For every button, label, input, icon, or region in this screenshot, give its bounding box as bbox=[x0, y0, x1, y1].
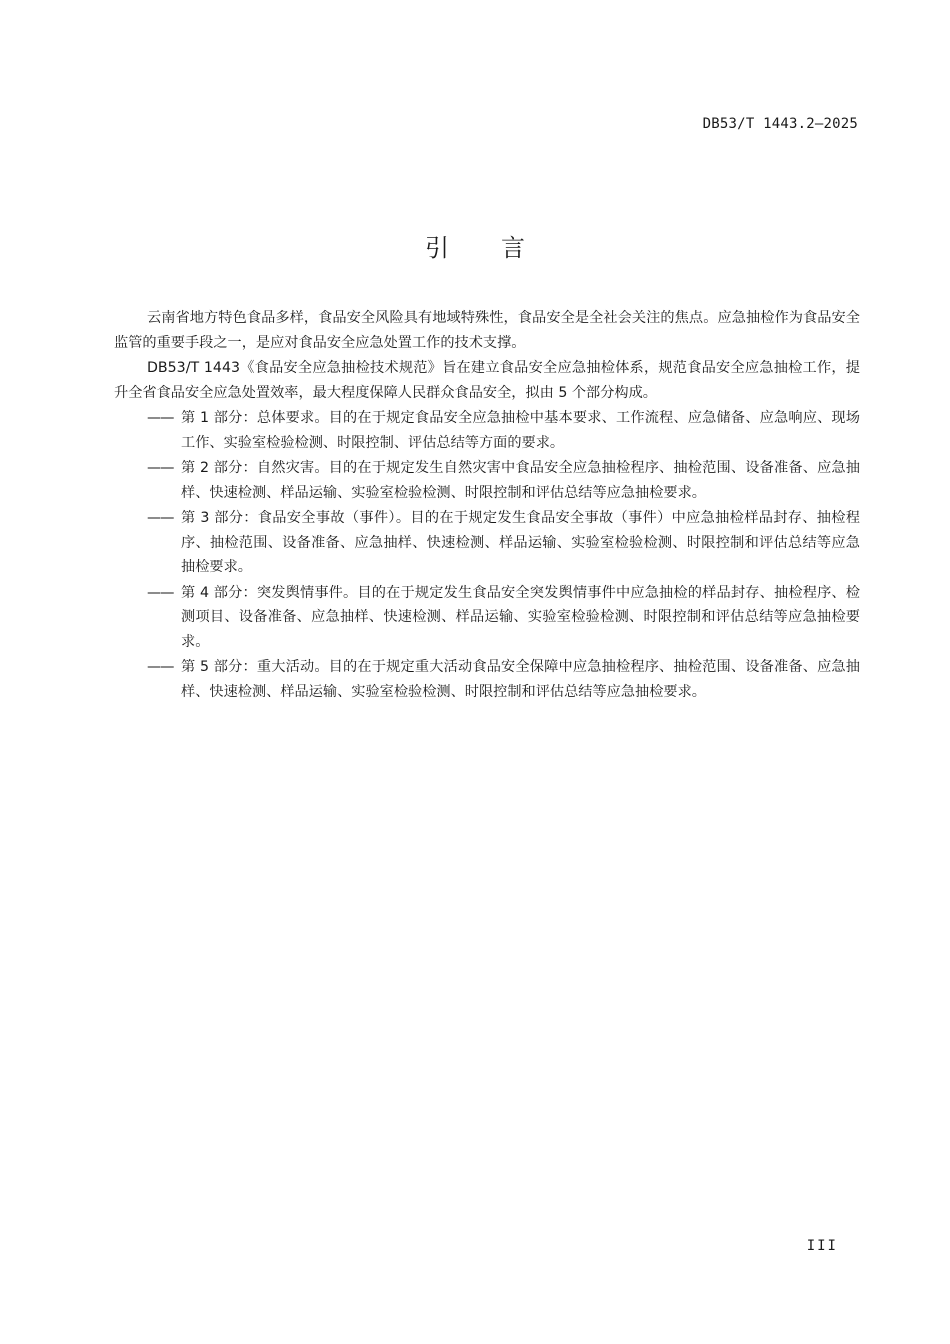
part-description: 第 4 部分：突发舆情事件。目的在于规定发生食品安全突发舆情事件中应急抽检的样品封存、抽检程序、检测项目、设备准备、应急抽样、快速检测、样品运输、实验室检验检测、时限控制和评估总结等应急抽检要求。 bbox=[181, 584, 860, 650]
list-dash: —— bbox=[147, 410, 174, 426]
part-list-item bbox=[114, 655, 860, 704]
part-description: 第 2 部分：自然灾害。目的在于规定发生自然灾害中食品安全应急抽检程序、抽检范围、设备准备、应急抽样、快速检测、样品运输、实验室检验检测、时限控制和评估总结等应急抽检要求。 bbox=[181, 460, 860, 501]
part-list-item bbox=[114, 581, 860, 655]
page-title: 引言 bbox=[425, 234, 577, 262]
part-list-item bbox=[114, 406, 860, 455]
document-code: DB53/T 1443.2—2025 bbox=[702, 116, 858, 132]
intro-paragraph: DB53/T 1443《食品安全应急抽检技术规范》旨在建立食品安全应急抽检体系，规范食品安全应急抽检工作，提升全省食品安全应急处置效率，最大程度保障人民群众食品安全，拟由 5 个部分构成。 bbox=[114, 360, 860, 401]
part-description: 第 3 部分：食品安全事故（事件）。目的在于规定发生食品安全事故（事件）中应急抽检样品封存、抽检程序、抽检范围、设备准备、应急抽样、快速检测、样品运输、实验室检验检测、时限控制和评估总结等应急抽检要求。 bbox=[181, 510, 860, 575]
introduction-body bbox=[114, 306, 860, 705]
list-dash: —— bbox=[147, 584, 174, 601]
list-dash: —— bbox=[147, 460, 174, 476]
part-list-item bbox=[114, 506, 860, 580]
list-dash: —— bbox=[147, 659, 174, 675]
list-dash: —— bbox=[147, 510, 174, 526]
intro-paragraph: 云南省地方特色食品多样，食品安全风险具有地域特殊性，食品安全是全社会关注的焦点。应急抽检作为食品安全监管的重要手段之一，是应对食品安全应急处置工作的技术支撑。 bbox=[114, 310, 860, 351]
part-list-item bbox=[114, 456, 860, 505]
part-description: 第 1 部分：总体要求。目的在于规定食品安全应急抽检中基本要求、工作流程、应急储备、应急响应、现场工作、实验室检验检测、时限控制、评估总结等方面的要求。 bbox=[181, 410, 860, 451]
part-description: 第 5 部分：重大活动。目的在于规定重大活动食品安全保障中应急抽检程序、抽检范围、设备准备、应急抽样、快速检测、样品运输、实验室检验检测、时限控制和评估总结等应急抽检要求。 bbox=[181, 659, 860, 700]
page-number: III bbox=[806, 1238, 838, 1254]
